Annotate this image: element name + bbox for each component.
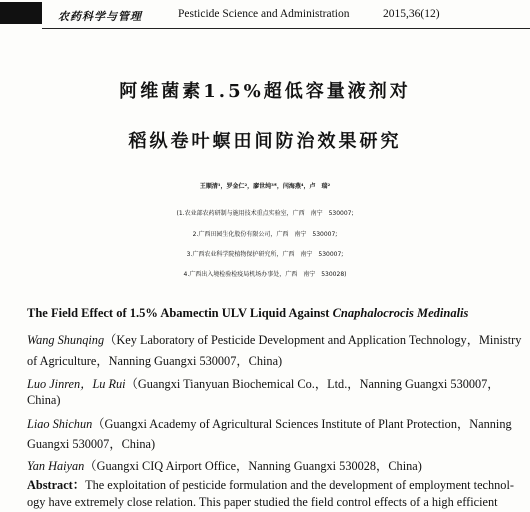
affiliation-3: 3.广西农业科学院植物保护研究所，广西 南宁 530007; (186, 251, 344, 258)
journal-name-en: Pesticide Science and Administration (178, 8, 350, 20)
affiliation-en-line (27, 374, 500, 392)
affiliation-en-line (27, 351, 282, 369)
page-header (0, 0, 530, 30)
affiliation-en-text: （Key Laboratory of Pesticide Development and Application Technology，Ministry (104, 333, 522, 347)
affiliation-en-line (27, 414, 512, 432)
affiliation-en-line (27, 330, 521, 348)
author-list: 王顺清¹，罗金仁²，廖世纯³*，闫海燕⁴，卢 瑞² (199, 183, 331, 190)
affiliation-en-text: （Guangxi Tianyuan Biochemical Co.，Ltd.，Nanning Guangxi 530007， (125, 377, 500, 391)
english-title-prefix: The Field Effect of 1.5% Abamectin ULV Liquid Against (27, 306, 333, 320)
author-en-name: Yan Haiyan (27, 459, 85, 473)
affiliation-en-line (27, 434, 155, 452)
journal-name-cn: 农药科学与管理 (58, 10, 142, 23)
affiliation-2: 2.广西田园生化股份有限公司，广西 南宁 530007; (192, 231, 338, 238)
affiliation-en-text: of Agriculture，Nanning Guangxi 530007，China) (27, 354, 283, 368)
header-black-mark (0, 2, 42, 24)
affiliation-en-text: （Guangxi CIQ Airport Office，Nanning Guangxi 530028，China) (84, 459, 422, 473)
english-title (27, 306, 468, 321)
affiliation-1: (1.农业部农药研制与施用技术重点实验室，广西 南宁 530007; (176, 210, 354, 217)
affiliation-4: 4.广西出入境检验检疫局机场办事处，广西 南宁 530028) (183, 271, 347, 278)
author-en-name: Wang Shunqing (27, 333, 105, 347)
author-en-name: Luo Jinren，Lu Rui (27, 377, 126, 391)
abstract-label: Abstract： (27, 478, 86, 492)
author-en-name: Liao Shichun (27, 417, 93, 431)
affiliation-en-line (27, 393, 60, 408)
abstract-text: The exploitation of pesticide formulation and the development of employment technol- (85, 478, 514, 492)
affiliation-en-text: Guangxi 530007，China) (27, 437, 156, 451)
journal-issue: 2015,36(12) (383, 8, 440, 20)
affiliation-en-line (27, 456, 422, 474)
header-rule (42, 28, 530, 29)
affiliation-en-text: China) (27, 393, 61, 407)
paper-title-line-1: 阿维菌素1.5%超低容量液剂对 (119, 81, 411, 102)
paper-title-line-2: 稻纵卷叶螟田间防治效果研究 (128, 131, 402, 152)
affiliation-en-text: （Guangxi Academy of Agricultural Sciences Institute of Plant Protection，Nanning (92, 417, 512, 431)
abstract-line-1 (27, 475, 514, 493)
english-title-species: Cnaphalocrocis Medinalis (332, 306, 469, 320)
abstract-line-2: ogy have extremely close relation. This paper studied the field control effects of a high efficient (27, 495, 498, 509)
